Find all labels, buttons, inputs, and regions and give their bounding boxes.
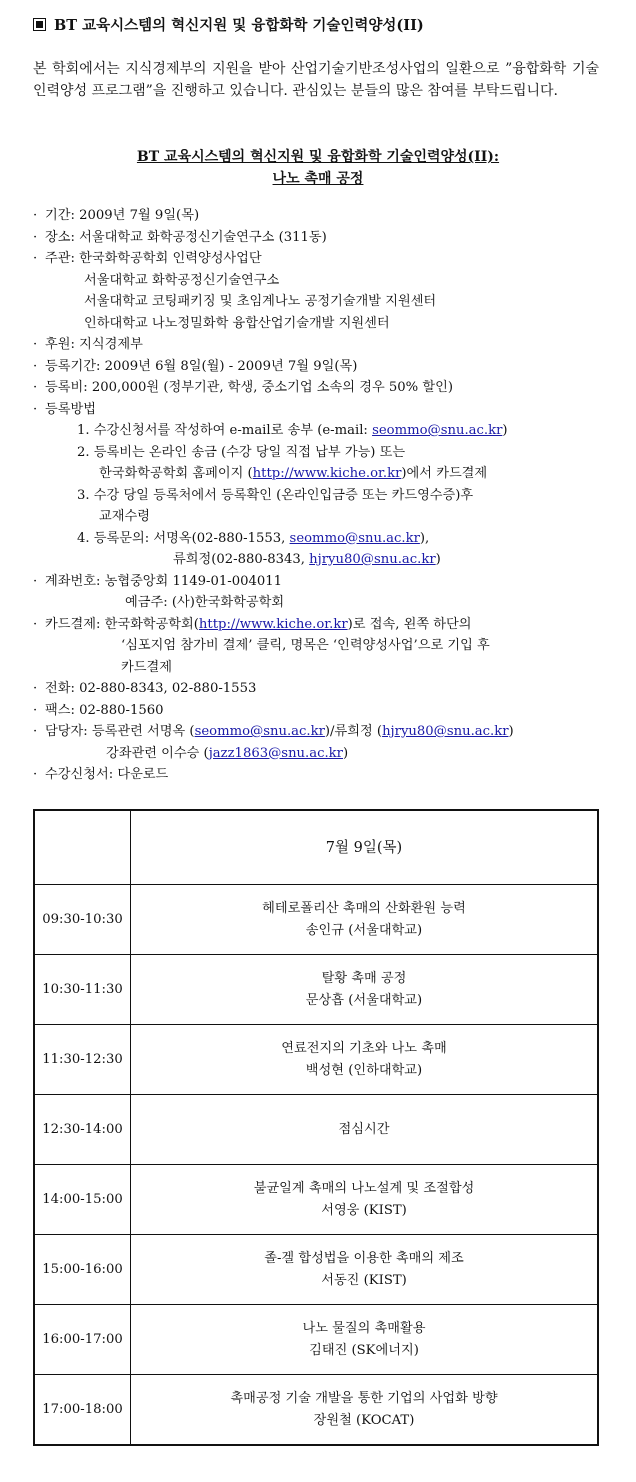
program-title-line1: BT 교육시스템의 혁신지원 및 융합화학 기술인력양성(II):: [136, 149, 500, 165]
section-heading: [33, 14, 424, 35]
session-cell: [131, 885, 599, 955]
info-fee: · 등록비: 200,000원 (정부기관, 학생, 중소기업 소속의 경우 50% 할인): [33, 380, 454, 395]
email-link[interactable]: seommo@snu.ac.kr: [289, 530, 420, 546]
time-cell: 15:00-16:00: [34, 1235, 131, 1305]
checkbox-square-icon: [33, 18, 46, 31]
session-title: 탈황 촉매 공정: [321, 970, 407, 986]
info-host: · 주관: 한국화학공학회 인력양성사업단: [33, 251, 262, 266]
session-speaker: 문상흡 (서울대학교): [305, 992, 423, 1008]
email-link[interactable]: jazz1863@snu.ac.kr: [208, 745, 343, 761]
method-step-4-cont: 류희정(02-880-8343, hjryu80@snu.ac.kr): [173, 552, 441, 567]
info-method: · 등록방법: [33, 401, 96, 417]
table-row: [34, 1305, 598, 1375]
session-title: 졸-겔 합성법을 이용한 촉매의 제조: [264, 1250, 464, 1266]
info-application: · 수강신청서: 다운로드: [33, 767, 169, 782]
email-link[interactable]: hjryu80@snu.ac.kr: [382, 724, 509, 739]
homepage-link[interactable]: http://www.kiche.or.kr: [252, 466, 402, 481]
header-empty-cell: [34, 810, 131, 885]
session-speaker: 장원철 (KOCAT): [313, 1412, 415, 1428]
session-title: 나노 물질의 촉매활용: [302, 1320, 426, 1336]
time-cell: 14:00-15:00: [34, 1165, 131, 1235]
email-link[interactable]: hjryu80@snu.ac.kr: [309, 552, 436, 567]
info-contact-cont: 강좌관련 이수승 (jazz1863@snu.ac.kr): [106, 745, 349, 761]
info-host-3: 서울대학교 코팅패키징 및 초임계나노 공정기술개발 지원센터: [84, 294, 437, 309]
session-cell: [131, 1025, 599, 1095]
session-title: 불균일계 촉매의 나노설계 및 조절합성: [253, 1180, 475, 1196]
info-account: · 계좌번호: 농협중앙회 1149-01-004011: [33, 573, 283, 589]
email-link[interactable]: seommo@snu.ac.kr: [194, 724, 325, 739]
info-account-holder: 예금주: (사)한국화학공학회: [125, 595, 285, 610]
info-period: · 기간: 2009년 7월 9일(목): [33, 208, 200, 223]
method-step-3-cont: 교재수령: [99, 509, 150, 524]
session-title: 점심시간: [338, 1121, 390, 1137]
info-sponsor: · 후원: 지식경제부: [33, 337, 143, 352]
session-speaker: 서동진 (KIST): [321, 1272, 407, 1288]
info-fax: · 팩스: 02-880-1560: [33, 702, 164, 718]
method-step-2: 2. 등록비는 온라인 송금 (수강 당일 직접 납부 가능) 또는: [77, 444, 406, 460]
method-step-3: 3. 수강 당일 등록처에서 등록확인 (온라인입금증 또는 카드영수증)후: [77, 487, 474, 503]
info-phone: · 전화: 02-880-8343, 02-880-1553: [33, 681, 257, 696]
session-cell: [131, 955, 599, 1025]
intro-paragraph: 본 학회에서는 지식경제부의 지원을 받아 산업기술기반조성사업의 일환으로 ”융합화학 기술인력양성 프로그램”을 진행하고 있습니다. 관심있는 분들의 많은 참여를 부탁드립니다.: [33, 61, 599, 99]
info-contact: · 담당자: 등록관련 서명옥 (seommo@snu.ac.kr)/류희정 (hjryu80@snu.ac.kr): [33, 724, 514, 739]
table-row: [34, 1025, 598, 1095]
info-list: [33, 205, 613, 786]
schedule-table: [33, 809, 599, 1446]
info-venue: · 장소: 서울대학교 화학공정신기술연구소 (311동): [33, 229, 327, 245]
homepage-link[interactable]: http://www.kiche.or.kr: [198, 616, 348, 632]
time-cell: 11:30-12:30: [34, 1025, 131, 1095]
info-host-4: 인하대학교 나노정밀화학 융합산업기술개발 지원센터: [84, 315, 390, 331]
info-card: · 카드결제: 한국화학공학회(http://www.kiche.or.kr)로 접속, 왼쪽 하단의: [33, 616, 472, 632]
session-speaker: 김태진 (SK에너지): [309, 1342, 419, 1358]
program-title-line2: 나노 촉매 공정: [272, 171, 364, 187]
time-cell: 16:00-17:00: [34, 1305, 131, 1375]
table-row: [34, 1375, 598, 1446]
session-cell: [131, 1095, 599, 1165]
session-title: 촉매공정 기술 개발을 통한 기업의 사업화 방향: [230, 1390, 498, 1406]
table-row: [34, 1165, 598, 1235]
table-row: [34, 1235, 598, 1305]
session-cell: [131, 1375, 599, 1446]
info-card-cont-2: 카드결제: [121, 659, 172, 675]
session-speaker: 서영웅 (KIST): [321, 1202, 407, 1218]
session-title: 헤테로폴리산 촉매의 산화환원 능력: [262, 900, 466, 916]
heading-text: BT 교육시스템의 혁신지원 및 융합화학 기술인력양성(II): [54, 17, 424, 34]
time-cell: 12:30-14:00: [34, 1095, 131, 1165]
time-cell: 17:00-18:00: [34, 1375, 131, 1446]
time-cell: 10:30-11:30: [34, 955, 131, 1025]
table-header-row: [34, 810, 598, 885]
session-speaker: 백성현 (인하대학교): [305, 1062, 423, 1078]
info-registration-period: · 등록기간: 2009년 6월 8일(월) - 2009년 7월 9일(목): [33, 358, 358, 374]
session-cell: [131, 1165, 599, 1235]
session-cell: [131, 1305, 599, 1375]
table-row: [34, 1095, 598, 1165]
session-cell: [131, 1235, 599, 1305]
method-step-1: 1. 수강신청서를 작성하여 e-mail로 송부 (e-mail: seommo@snu.ac.kr): [77, 423, 508, 438]
session-title: 연료전지의 기초와 나노 촉매: [281, 1040, 447, 1056]
info-card-cont: ‘심포지엄 참가비 결제’ 클릭, 명목은 ‘인력양성사업’으로 기입 후: [121, 638, 490, 653]
table-row: [34, 955, 598, 1025]
table-row: [34, 885, 598, 955]
time-cell: 09:30-10:30: [34, 885, 131, 955]
email-link[interactable]: seommo@snu.ac.kr: [372, 423, 503, 438]
session-speaker: 송인규 (서울대학교): [305, 922, 423, 938]
date-header: 7월 9일(목): [131, 810, 599, 885]
info-host-2: 서울대학교 화학공정신기술연구소: [84, 272, 280, 288]
method-step-2-cont: 한국화학공학회 홈페이지 (http://www.kiche.or.kr)에서 카드결제: [99, 466, 488, 481]
method-step-4: 4. 등록문의: 서명옥(02-880-1553, seommo@snu.ac.kr),: [77, 530, 430, 546]
